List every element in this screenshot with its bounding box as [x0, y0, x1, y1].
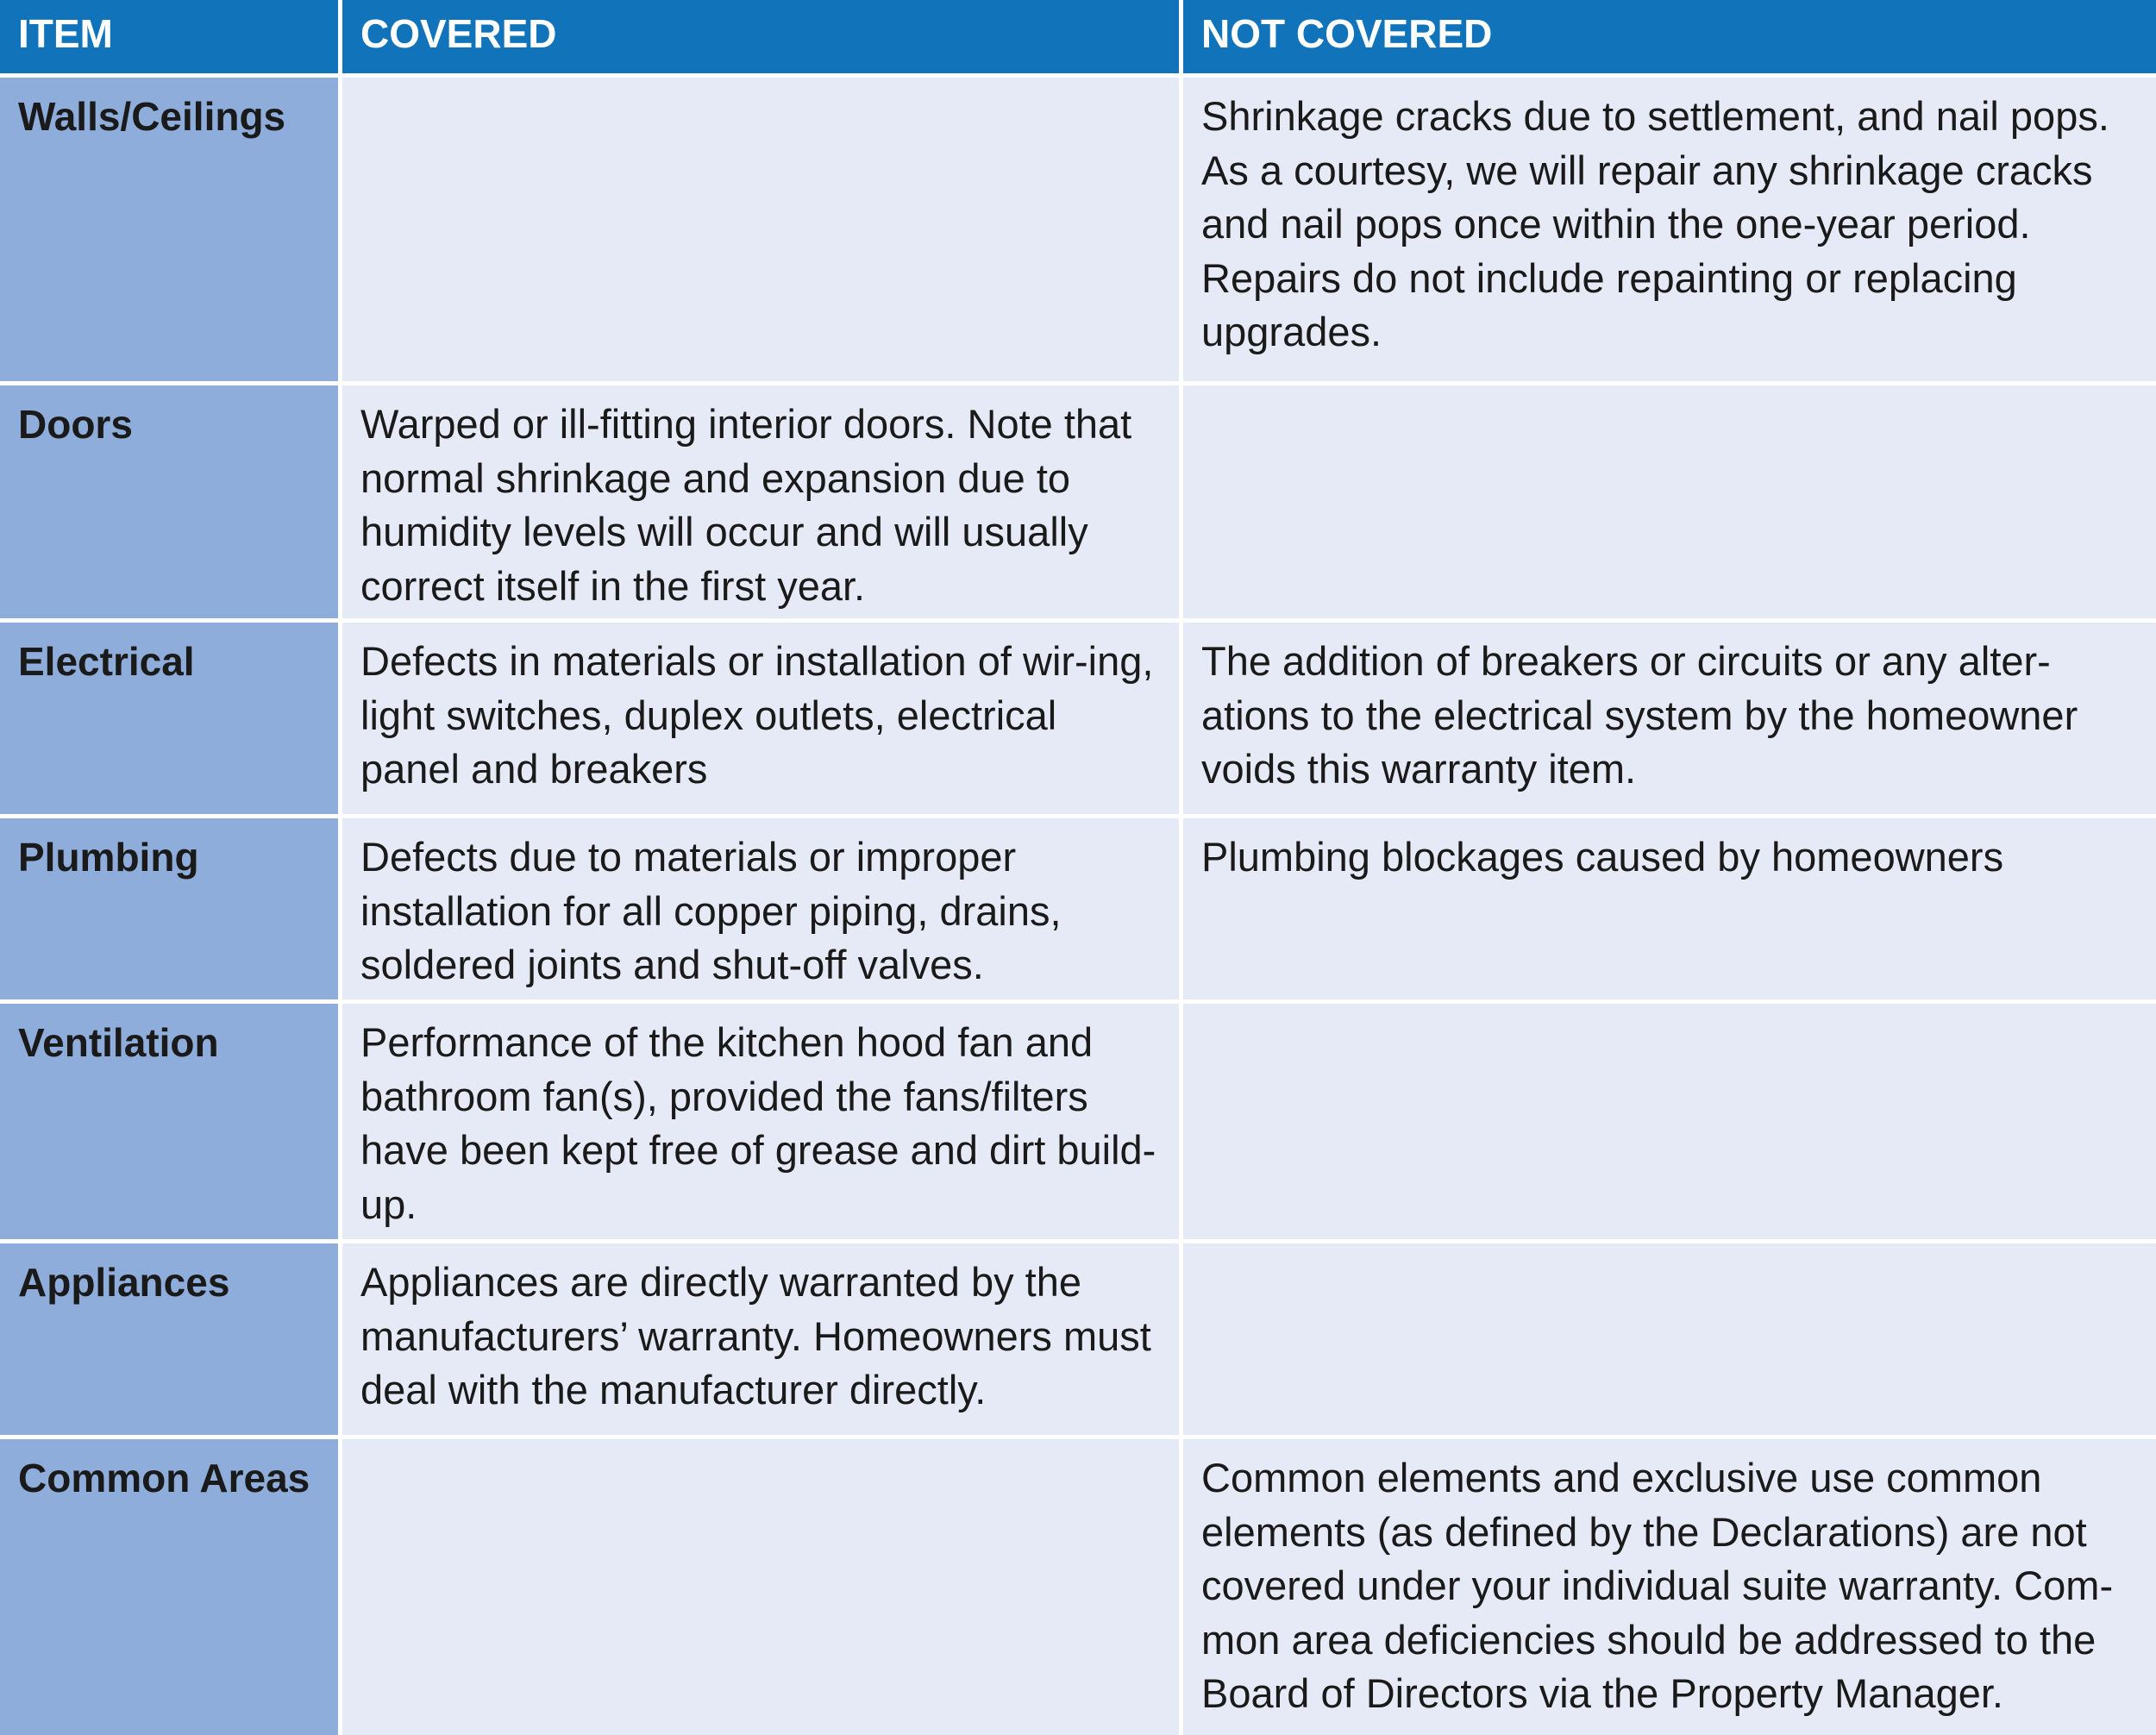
- row-plumbing-item: [0, 818, 338, 999]
- item-label: Common Areas: [18, 1456, 310, 1500]
- row-walls-ceilings-item: [0, 78, 338, 381]
- covered-text: Performance of the kitchen hood fan and bathroom fan(s), provided the fans/filters have been kept free of grease and dirt build-up.: [360, 1019, 1156, 1227]
- header-covered-label: COVERED: [360, 11, 557, 56]
- item-label: Electrical: [18, 639, 195, 684]
- item-label: Ventilation: [18, 1020, 219, 1065]
- covered-text: Defects in materials or installation of wir-ing, light switches, duplex outlets, electrical panel and breakers: [360, 638, 1154, 792]
- item-label: Doors: [18, 402, 133, 447]
- row-doors-not-covered: [1183, 385, 2156, 618]
- row-appliances-covered: [342, 1243, 1179, 1435]
- not-covered-text: Common elements and exclusive use common elements (as defined by the Declarations) are not covered under your individual suite warranty. Com-mon area deficiencies should be addressed to the Board of Directors via the Property Manager.: [1201, 1455, 2114, 1716]
- row-appliances-item: [0, 1243, 338, 1435]
- item-label: Walls/Ceilings: [18, 94, 286, 139]
- row-common-areas-covered: [342, 1439, 1179, 1735]
- row-plumbing-covered: [342, 818, 1179, 999]
- row-ventilation-item: [0, 1004, 338, 1239]
- row-doors-item: [0, 385, 338, 618]
- row-electrical-covered: [342, 623, 1179, 814]
- item-label: Plumbing: [18, 835, 199, 880]
- not-covered-text: Plumbing blockages caused by homeowners: [1201, 834, 2004, 880]
- header-not-covered-label: NOT COVERED: [1201, 11, 1493, 56]
- row-appliances-not-covered: [1183, 1243, 2156, 1435]
- covered-text: Appliances are directly warranted by the manufacturers’ warranty. Homeowners must deal with the manufacturer directly.: [360, 1259, 1151, 1412]
- item-label: Appliances: [18, 1260, 230, 1305]
- header-not-covered: [1183, 0, 2156, 73]
- row-ventilation-not-covered: [1183, 1004, 2156, 1239]
- header-covered: [342, 0, 1179, 73]
- not-covered-text: The addition of breakers or circuits or any alter-ations to the electrical system by the homeowner voids this warranty item.: [1201, 638, 2078, 792]
- covered-text: Defects due to materials or improper installation for all copper piping, drains, soldered joints and shut-off valves.: [360, 834, 1062, 987]
- row-common-areas-item: [0, 1439, 338, 1735]
- row-electrical-item: [0, 623, 338, 814]
- row-common-areas-not-covered: [1183, 1439, 2156, 1735]
- not-covered-text: Shrinkage cracks due to settlement, and nail pops. As a courtesy, we will repair any shrinkage cracks and nail pops once within the one-year period. Repairs do not include repainting or replacing upgrades.: [1201, 93, 2109, 354]
- row-electrical-not-covered: [1183, 623, 2156, 814]
- covered-text: Warped or ill-fitting interior doors. Note that normal shrinkage and expansion due to humidity levels will occur and will usually correct itself in the first year.: [360, 401, 1132, 609]
- header-item-label: ITEM: [18, 11, 113, 56]
- row-walls-ceilings-not-covered: [1183, 78, 2156, 381]
- row-plumbing-not-covered: [1183, 818, 2156, 999]
- row-ventilation-covered: [342, 1004, 1179, 1239]
- header-item: [0, 0, 338, 73]
- row-walls-ceilings-covered: [342, 78, 1179, 381]
- row-doors-covered: [342, 385, 1179, 618]
